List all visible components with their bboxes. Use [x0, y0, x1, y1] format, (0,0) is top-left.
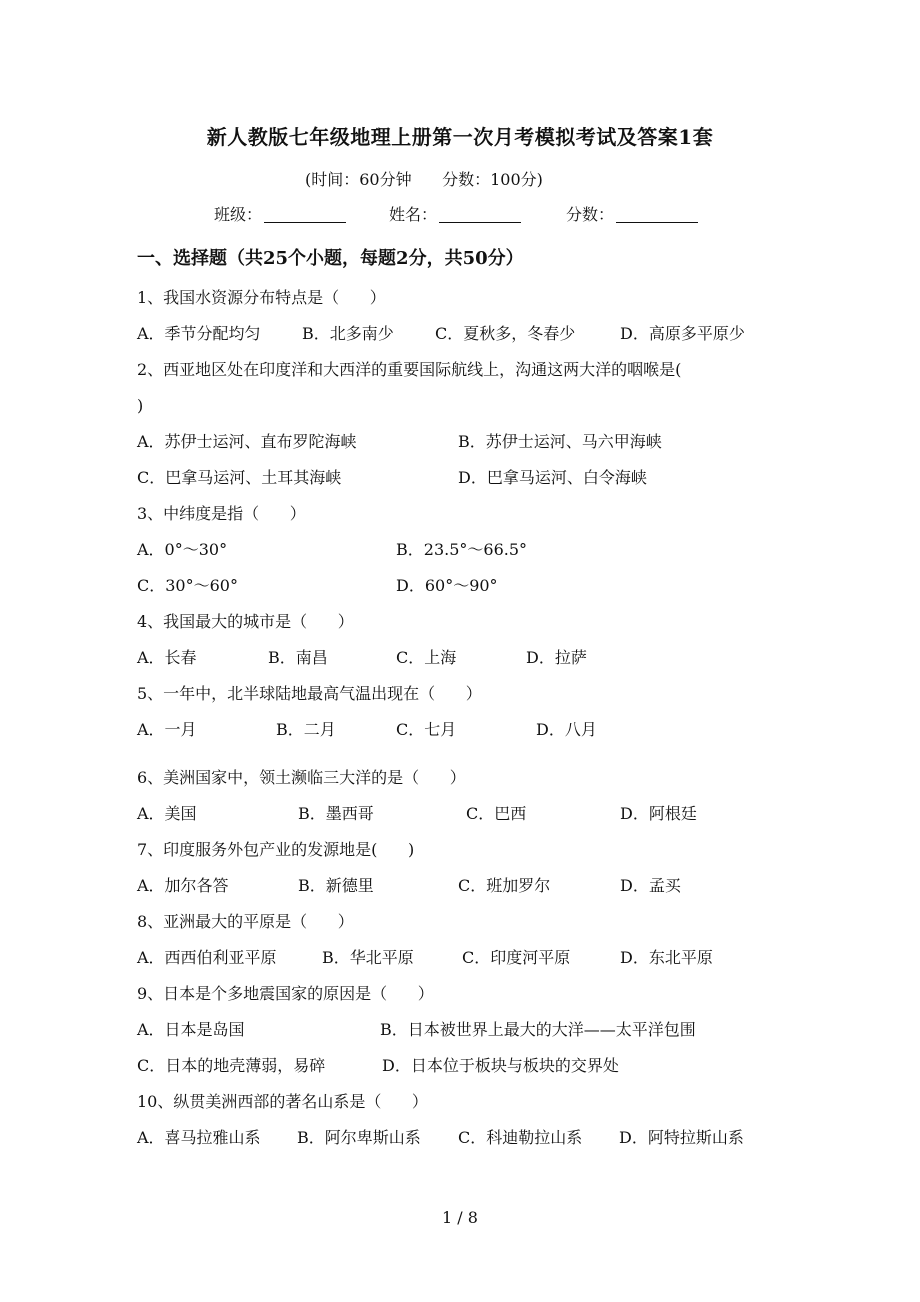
option: B．北多南少: [302, 324, 394, 343]
option: A．喜马拉雅山系: [137, 1128, 261, 1147]
question-stem: 3、中纬度是指（ ）: [137, 504, 306, 523]
option: A．0°～30°: [137, 540, 228, 559]
name-blank: [439, 206, 521, 223]
option: A．苏伊士运河、直布罗陀海峡: [137, 432, 357, 451]
score-blank: [616, 206, 698, 223]
class-field: [214, 202, 346, 225]
question-stem: 10、纵贯美洲西部的著名山系是（ ）: [137, 1092, 428, 1111]
question-stem: 5、一年中，北半球陆地最高气温出现在（ ）: [137, 684, 482, 703]
question-stem: 1、我国水资源分布特点是（ ）: [137, 288, 386, 307]
section-heading: 一、选择题（共25个小题，每题2分，共50分）: [137, 248, 524, 269]
option: D．东北平原: [620, 948, 713, 967]
option: D．阿根廷: [620, 804, 697, 823]
option: C．班加罗尔: [458, 876, 551, 895]
option: D．60°～90°: [396, 576, 498, 595]
class-label: 班级：: [214, 205, 263, 224]
option: B．墨西哥: [298, 804, 374, 823]
option: A．加尔各答: [137, 876, 229, 895]
option: D．拉萨: [526, 648, 587, 667]
question-stem-continued: ): [137, 396, 144, 415]
class-blank: [264, 206, 346, 223]
option: B．南昌: [268, 648, 328, 667]
score-field: [566, 202, 698, 225]
option: A．美国: [137, 804, 197, 823]
option: C．七月: [396, 720, 457, 739]
option: A．一月: [137, 720, 197, 739]
option: C．日本的地壳薄弱，易碎: [137, 1056, 326, 1075]
option: A．日本是岛国: [137, 1020, 245, 1039]
option: B．23.5°～66.5°: [396, 540, 528, 559]
question-stem: 6、美洲国家中，领土濒临三大洋的是（ ）: [137, 768, 466, 787]
option: C．科迪勒拉山系: [458, 1128, 583, 1147]
name-label: 姓名：: [389, 205, 438, 224]
option: C．印度河平原: [462, 948, 571, 967]
option: B．新德里: [298, 876, 374, 895]
option: C．上海: [396, 648, 457, 667]
option: D．阿特拉斯山系: [619, 1128, 744, 1147]
option: B．日本被世界上最大的大洋——太平洋包围: [380, 1020, 696, 1039]
option: D．孟买: [620, 876, 681, 895]
option: D．八月: [536, 720, 597, 739]
option: B．阿尔卑斯山系: [297, 1128, 421, 1147]
option: D．巴拿马运河、白令海峡: [458, 468, 647, 487]
option: C．巴拿马运河、土耳其海峡: [137, 468, 342, 487]
option: D．高原多平原少: [620, 324, 745, 343]
option: A．西西伯利亚平原: [137, 948, 277, 967]
question-stem: 9、日本是个多地震国家的原因是（ ）: [137, 984, 434, 1003]
option: C．巴西: [466, 804, 527, 823]
option: A．季节分配均匀: [137, 324, 261, 343]
name-field: [389, 202, 521, 225]
document-title: 新人教版七年级地理上册第一次月考模拟考试及答案1套: [206, 125, 714, 149]
option: C．30°～60°: [137, 576, 238, 595]
page-number: 1 / 8: [442, 1208, 478, 1227]
score-label: 分数：: [566, 205, 615, 224]
option: D．日本位于板块与板块的交界处: [382, 1056, 619, 1075]
exam-subtitle: (时间：60分钟 分数：100分): [305, 170, 543, 189]
option: B．华北平原: [322, 948, 414, 967]
question-stem: 4、我国最大的城市是（ ）: [137, 612, 354, 631]
option: B．苏伊士运河、马六甲海峡: [458, 432, 662, 451]
question-stem: 8、亚洲最大的平原是（ ）: [137, 912, 354, 931]
option: C．夏秋多，冬春少: [435, 324, 576, 343]
option: B．二月: [276, 720, 336, 739]
question-stem: 2、西亚地区处在印度洋和大西洋的重要国际航线上，沟通这两大洋的咽喉是(: [137, 360, 682, 379]
option: A．长春: [137, 648, 197, 667]
question-stem: 7、印度服务外包产业的发源地是( ): [137, 840, 415, 859]
